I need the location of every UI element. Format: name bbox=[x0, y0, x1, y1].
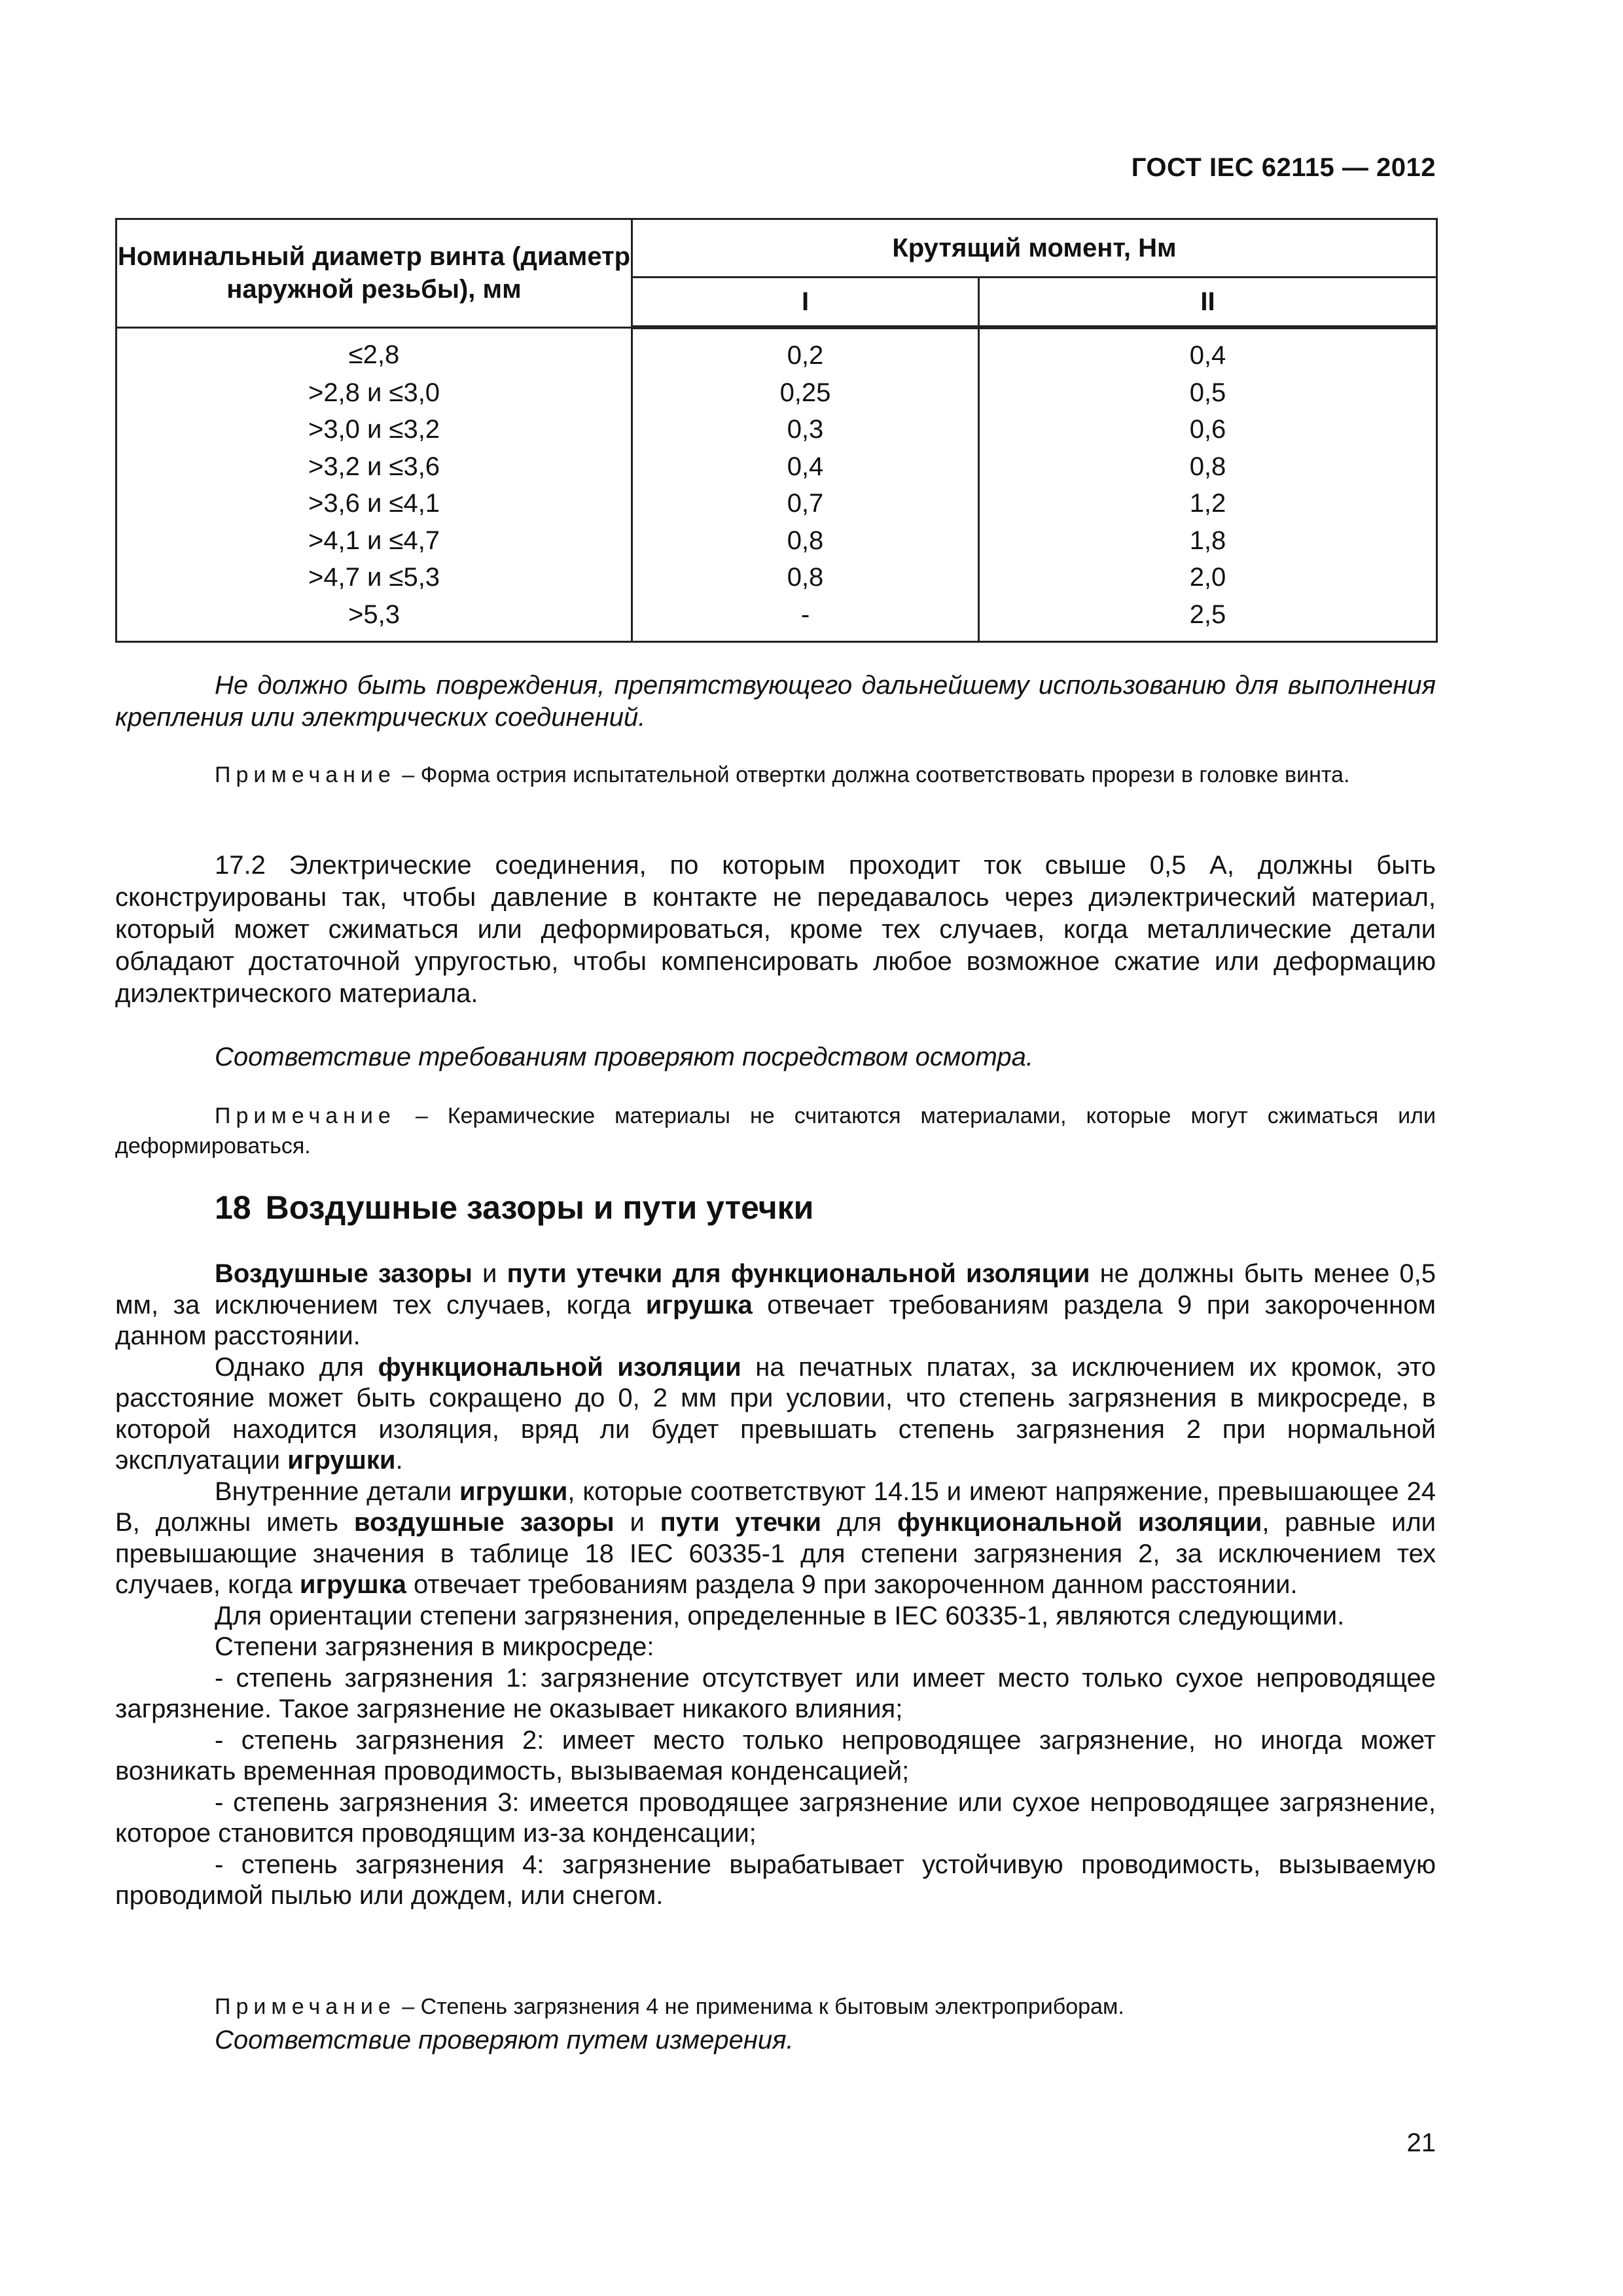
table-header-torque: Крутящий момент, Нм bbox=[632, 219, 1437, 278]
s18-paragraph-1 bbox=[115, 1259, 1436, 1352]
text-run: , которые соответствуют 14.15 и имеют напряжение, превышающее 24 В, должны иметь bbox=[115, 1477, 1436, 1537]
note-text: – Степень загрязнения 4 не применима к бытовым электроприборам. bbox=[395, 1994, 1124, 2019]
bold-term: Воздушные зазоры bbox=[215, 1259, 473, 1288]
page-number: 21 bbox=[1406, 2128, 1436, 2157]
table-row bbox=[116, 485, 1437, 522]
torque-table bbox=[115, 218, 1438, 643]
section-18-body bbox=[115, 1259, 1436, 1912]
table-cell-torque-2: 0,6 bbox=[979, 411, 1437, 448]
table-subheader-class-2: II bbox=[979, 278, 1437, 328]
text-run: Внутренние детали bbox=[215, 1477, 460, 1506]
bold-term: игрушки bbox=[459, 1477, 568, 1506]
table-cell-torque-1: 0,7 bbox=[632, 485, 979, 522]
table-cell-torque-1: 0,8 bbox=[632, 522, 979, 560]
table-cell-torque-1: 0,25 bbox=[632, 374, 979, 412]
table-cell-torque-2: 0,5 bbox=[979, 374, 1437, 412]
pollution-degree-4: - степень загрязнения 4: загрязнение вырабатывает устойчивую проводимость, вызываемую проводимой пылью или дождем, или снегом. bbox=[115, 1850, 1436, 1910]
note-text: – Форма острия испытательной отвертки должна соответствовать прорези в головке винта. bbox=[395, 762, 1350, 787]
bold-term: игрушки bbox=[287, 1446, 396, 1475]
s18-paragraph-4: Для ориентации степени загрязнения, определенные в IEC 60335-1, являются следующими. bbox=[215, 1601, 1345, 1630]
table-header-diameter: Номинальный диаметр винта (диаметр наружной резьбы), мм bbox=[116, 219, 632, 328]
text-run: отвечает требованиям раздела 9 при закороченном данном расстоянии. bbox=[115, 1290, 1436, 1350]
text-run: и bbox=[614, 1508, 660, 1537]
note-text: – Керамические материалы не считаются материалами, которые могут сжиматься или деформироваться. bbox=[115, 1103, 1436, 1158]
text-run: и bbox=[472, 1259, 507, 1288]
bold-term: игрушка bbox=[299, 1570, 406, 1599]
section-number: 18 bbox=[215, 1189, 251, 1226]
table-row bbox=[116, 522, 1437, 560]
section-18-heading bbox=[215, 1189, 813, 1227]
bold-term: функциональной изоляции bbox=[897, 1508, 1262, 1537]
note-ceramics bbox=[115, 1101, 1436, 1161]
s18-paragraph-2 bbox=[115, 1352, 1436, 1477]
table-cell-torque-1: 0,8 bbox=[632, 559, 979, 596]
text-run: на печатных платах, за исключением их кромок, это расстояние может быть сокращено до 0, 2 мм при условии, что степень загрязнения в микросреде, в которой находится изоляция, вряд ли будет превышать степень загрязнения 2 при нормальной эксплуатации bbox=[115, 1352, 1436, 1475]
document-page bbox=[115, 0, 1436, 2296]
table-cell-torque-1: - bbox=[632, 596, 979, 642]
table-cell-diameter: >3,2 и ≤3,6 bbox=[116, 448, 632, 486]
table-cell-torque-2: 0,8 bbox=[979, 448, 1437, 486]
table-cell-diameter: >4,1 и ≤4,7 bbox=[116, 522, 632, 560]
note-screwdriver bbox=[115, 760, 1436, 790]
table-subheader-class-1: I bbox=[632, 278, 979, 328]
s18-paragraph-5: Степени загрязнения в микросреде: bbox=[215, 1632, 654, 1661]
text-run: отвечает требованиям раздела 9 при закороченном данном расстоянии. bbox=[406, 1570, 1298, 1599]
table-cell-diameter: ≤2,8 bbox=[116, 327, 632, 374]
table-cell-torque-2: 0,4 bbox=[979, 327, 1437, 374]
note-pollution-degree-4 bbox=[115, 1992, 1436, 2022]
paragraph-17-2: 17.2 Электрические соединения, по которым проходит ток свыше 0,5 А, должны быть сконструированы так, чтобы давление в контакте не передавалось через диэлектрический материал, который может сжиматься или деформироваться, кроме тех случаев, когда металлические детали обладают достаточной упругостью, чтобы компенсировать любое возможное сжатие или деформацию диэлектрического материала. bbox=[115, 851, 1436, 1008]
paragraph-compliance-measurement: Соответствие проверяют путем измерения. bbox=[215, 2026, 794, 2054]
table-cell-diameter: >5,3 bbox=[116, 596, 632, 642]
note-label: Примечание bbox=[215, 762, 396, 787]
paragraph-compliance-inspection: Соответствие требованиям проверяют посредством осмотра. bbox=[215, 1043, 1034, 1071]
pollution-degree-2: - степень загрязнения 2: имеет место только непроводящее загрязнение, но иногда может возникать временная проводимость, вызываемая конденсацией; bbox=[115, 1725, 1436, 1785]
table-row bbox=[116, 374, 1437, 412]
section-title: Воздушные зазоры и пути утечки bbox=[265, 1189, 814, 1226]
table-cell-diameter: >3,6 и ≤4,1 bbox=[116, 485, 632, 522]
table-cell-diameter: >2,8 и ≤3,0 bbox=[116, 374, 632, 412]
paragraph-no-damage: Не должно быть повреждения, препятствующего дальнейшему использованию для выполнения крепления или электрических соединений. bbox=[115, 671, 1436, 732]
table-row bbox=[116, 411, 1437, 448]
table-cell-torque-1: 0,4 bbox=[632, 448, 979, 486]
table-cell-torque-2: 1,8 bbox=[979, 522, 1437, 560]
bold-term: воздушные зазоры bbox=[353, 1508, 615, 1537]
bold-term: функциональной изоляции bbox=[378, 1352, 741, 1382]
s18-paragraph-3 bbox=[115, 1477, 1436, 1601]
bold-term: игрушка bbox=[645, 1290, 753, 1319]
bold-term: пути утечки для функциональной изоляции bbox=[507, 1259, 1090, 1288]
document-code-header: ГОСТ IEC 62115 — 2012 bbox=[1131, 153, 1436, 182]
note-label: Примечание bbox=[215, 1994, 396, 2019]
table-row bbox=[116, 559, 1437, 596]
table-cell-torque-1: 0,2 bbox=[632, 327, 979, 374]
bold-term: пути утечки bbox=[660, 1508, 821, 1537]
table-row bbox=[116, 327, 1437, 374]
text-run: не должны быть менее 0,5 мм, за исключением тех случаев, когда bbox=[115, 1259, 1436, 1319]
text-run: Однако для bbox=[215, 1352, 378, 1382]
table-cell-diameter: >3,0 и ≤3,2 bbox=[116, 411, 632, 448]
text-run: для bbox=[821, 1508, 897, 1537]
table-cell-diameter: >4,7 и ≤5,3 bbox=[116, 559, 632, 596]
pollution-degree-1: - степень загрязнения 1: загрязнение отсутствует или имеет место только сухое непроводящее загрязнение. Такое загрязнение не оказывает никакого влияния; bbox=[115, 1663, 1436, 1723]
pollution-degree-3: - степень загрязнения 3: имеется проводящее загрязнение или сухое непроводящее загрязнение, которое становится проводящим из-за конденсации; bbox=[115, 1787, 1436, 1848]
note-label: Примечание bbox=[215, 1103, 396, 1128]
text-run: . bbox=[395, 1446, 403, 1475]
table-cell-torque-2: 2,0 bbox=[979, 559, 1437, 596]
table-cell-torque-2: 1,2 bbox=[979, 485, 1437, 522]
table-cell-torque-2: 2,5 bbox=[979, 596, 1437, 642]
table-cell-torque-1: 0,3 bbox=[632, 411, 979, 448]
table-row bbox=[116, 448, 1437, 486]
table-row bbox=[116, 596, 1437, 642]
text-run: , равные или превышающие значения в таблице 18 IEC 60335-1 для степени загрязнения 2, за исключением тех случаев, когда bbox=[115, 1508, 1436, 1599]
